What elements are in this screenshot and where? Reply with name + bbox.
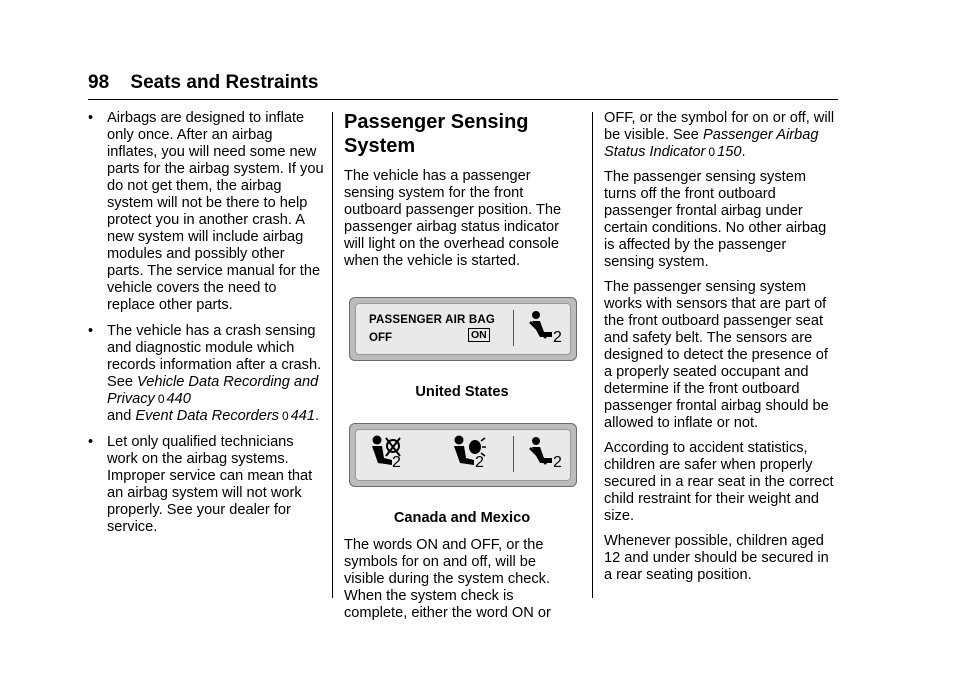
indicator-off-label: OFF — [369, 332, 392, 344]
column-divider-2 — [592, 112, 593, 598]
link-event-data-recorders[interactable]: Event Data Recorders 0 441 — [135, 408, 316, 424]
passenger-sensing-title: Passenger Sensing System — [344, 111, 529, 157]
bullet-item: • The vehicle has a crash sensing and diagnostic module which records information after a crash. See Vehicle Data Recording and Privacy 0 440 and Event Data Recorders 0 441. — [88, 323, 322, 424]
seatbelt-icon — [522, 310, 572, 348]
bullet-marker: • — [88, 323, 94, 339]
page-header — [88, 72, 838, 94]
column-2 — [344, 110, 580, 630]
bullet-text: The vehicle has a crash sensing and diagnostic module which records information after a crash. See — [107, 323, 322, 390]
page-ref-arrow-icon: 0 — [281, 409, 289, 423]
paragraph: The passenger sensing system turns off the front outboard passenger frontal airbag under certain conditions. No other airbag is affected by the passenger sensing system. — [604, 169, 827, 270]
bullet-item — [88, 110, 324, 314]
bullet-text: Let only qualified technicians work on the airbag systems. Improper service can mean that an airbag system will not work properly. See your dealer for service. — [107, 434, 313, 535]
bullet-marker: • — [88, 110, 94, 126]
paragraph: The passenger sensing system works with sensors that are part of the front outboard passenger seat and safety belt. The sensors are designed to detect the presence of a properly seated occupant and determine if the front outboard passenger frontal airbag should be allowed to inflate or not. — [604, 279, 829, 431]
seat-number: 2 — [392, 454, 401, 471]
indicator-on-label: ON — [468, 328, 490, 342]
intro-paragraph: The vehicle has a passenger sensing system for the front outboard passenger position. The passenger airbag status indicator will light on the overhead console when the vehicle is started. — [344, 168, 562, 269]
seat-number: 2 — [553, 454, 562, 471]
us-caption: United States — [415, 384, 509, 400]
seat-number: 2 — [553, 329, 562, 346]
indicator-label: PASSENGER AIR BAG — [369, 314, 496, 326]
page-ref-arrow-icon: 0 — [157, 392, 165, 406]
section-title: Seats and Restraints — [130, 72, 319, 93]
paragraph: Whenever possible, children aged 12 and under should be secured in a rear seating position. — [604, 533, 829, 583]
seat-number: 2 — [475, 454, 484, 471]
link-vehicle-data-recording[interactable]: Vehicle Data Recording and Privacy 0 440 — [107, 374, 319, 407]
bullet-item — [88, 434, 324, 536]
canada-mexico-airbag-indicator — [349, 423, 577, 487]
indicator-divider — [513, 310, 514, 346]
canada-mexico-caption: Canada and Mexico — [393, 510, 531, 526]
column-1 — [88, 110, 324, 545]
bullet-text: Airbags are designed to inflate only once. After an airbag inflates, you will need some new parts for the airbag system. If you do not get them, the airbag system will not be there to help protect you in another crash. A new system will include airbag modules and possibly other parts. The service manual for the vehicle covers the need to replace other parts. — [107, 110, 324, 313]
and-text: and — [107, 408, 136, 424]
system-check-paragraph: The words ON and OFF, or the symbols for on and off, will be visible during the system check. When the system check is complete, either the word ON or — [344, 537, 551, 621]
paragraph: According to accident statistics, children are safer when properly secured in a rear seat in the correct child restraint for their weight and size. — [604, 440, 834, 524]
page-ref-arrow-icon: 0 — [708, 145, 716, 159]
paragraph: OFF, or the symbol for on or off, will be visible. See Passenger Airbag Status Indicator 0 150. — [604, 110, 835, 160]
column-3 — [604, 110, 840, 592]
page-number: 98 — [88, 72, 110, 93]
column-divider-1 — [332, 112, 333, 598]
us-airbag-indicator — [349, 297, 577, 361]
bullet-marker: • — [88, 434, 94, 450]
link-passenger-airbag-status-indicator[interactable]: Passenger Airbag Status Indicator 0 150 — [604, 127, 819, 160]
header-rule — [88, 99, 838, 100]
indicator-divider — [513, 436, 514, 472]
seatbelt-icon — [522, 436, 572, 474]
